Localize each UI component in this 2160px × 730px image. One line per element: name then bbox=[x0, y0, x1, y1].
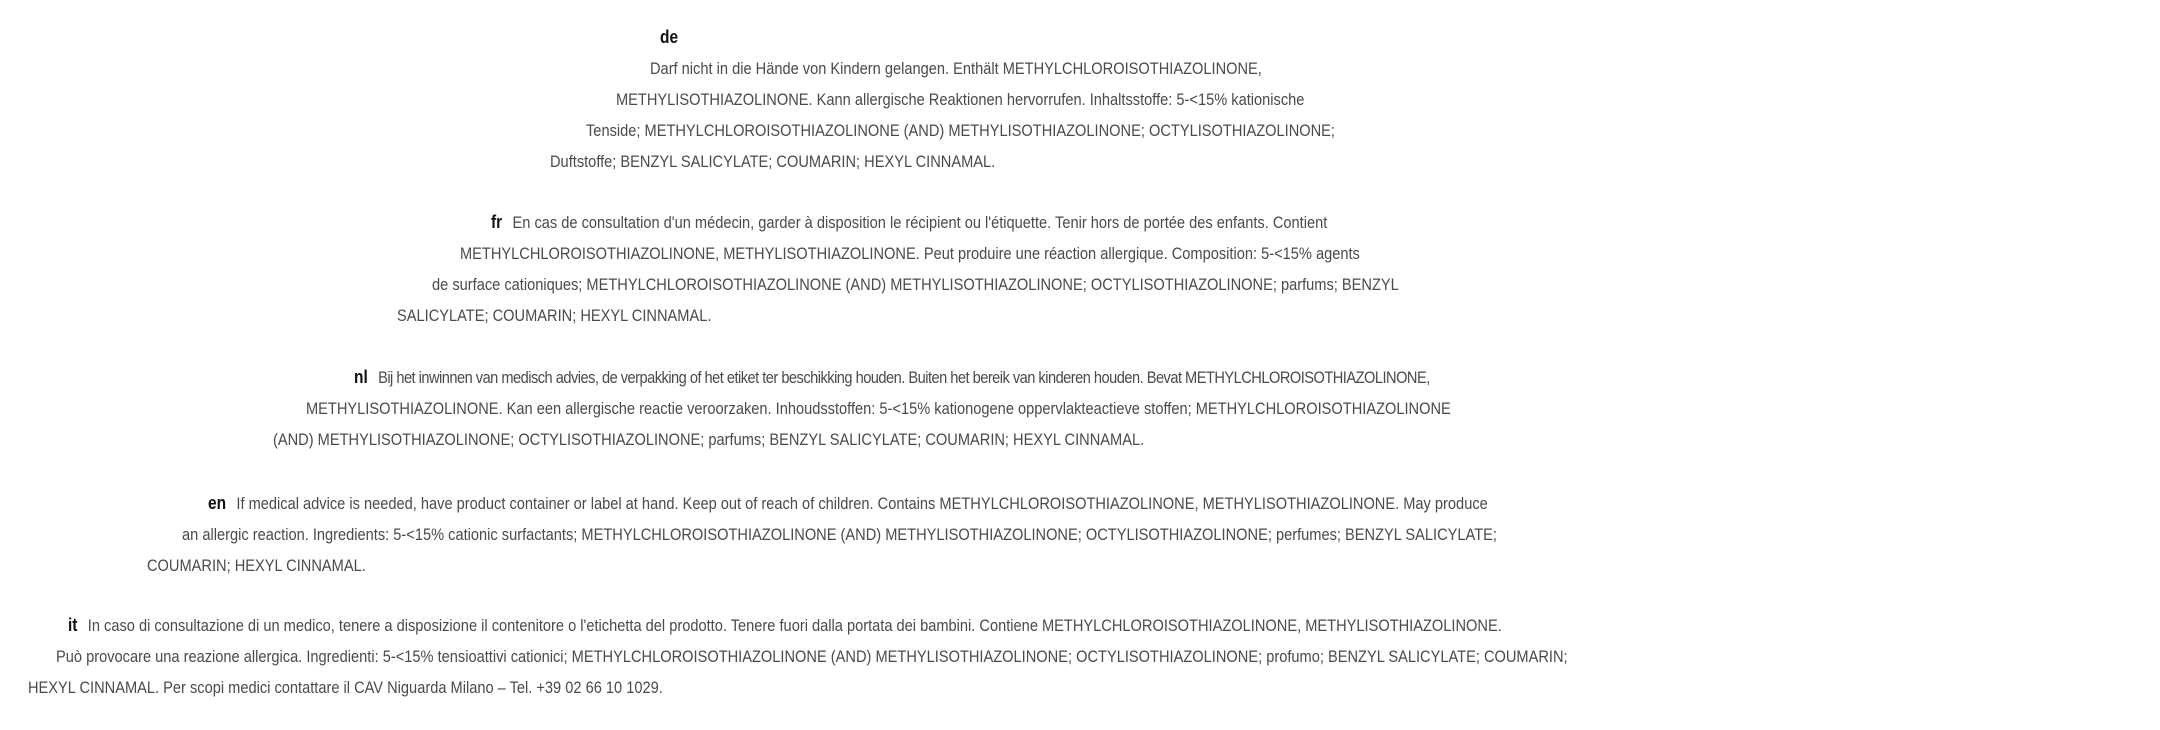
text-line-content: Bij het inwinnen van medisch advies, de verpakking of het etiket ter beschikking houden. Buiten het bereik van kinderen houden. Bevat METHYLCHLOROISOTHIAZOLINONE, bbox=[378, 368, 1430, 387]
text-line-content: In caso di consultazione di un medico, tenere a disposizione il contenitore o l'etichetta del prodotto. Tenere fuori dalla portata dei bambini. Contiene METHYLCHLOROISOTHIAZOLINONE, METHYLISOTHIAZOLINONE. bbox=[87, 616, 1502, 635]
section-en bbox=[0, 488, 1711, 581]
language-code-nl: nl bbox=[354, 367, 368, 387]
text-line: Duftstoffe; BENZYL SALICYLATE; COUMARIN; HEXYL CINNAMAL. bbox=[550, 152, 996, 171]
language-code-fr: fr bbox=[491, 212, 503, 232]
language-code-en: en bbox=[208, 493, 227, 513]
text-line: de surface cationiques; METHYLCHLOROISOTHIAZOLINONE (AND) METHYLISOTHIAZOLINONE; OCTYLISOTHIAZOLINONE; parfums; BENZYL bbox=[432, 275, 1399, 294]
text-line-content: En cas de consultation d'un médecin, garder à disposition le récipient ou l'étiquette. Tenir hors de portée des enfants. Contient bbox=[512, 213, 1328, 232]
text-line bbox=[354, 362, 1458, 393]
text-line bbox=[491, 207, 1407, 238]
text-line: Può provocare una reazione allergica. Ingredienti: 5-<15% tensioattivi cationici; METHYLCHLOROISOTHIAZOLINONE (AND) METHYLISOTHIAZOLINONE; OCTYLISOTHIAZOLINONE; profumo; BENZYL SALICYLATE; COUMARIN; bbox=[56, 647, 1568, 666]
section-it bbox=[0, 610, 1814, 703]
text-line: METHYLISOTHIAZOLINONE. Kann allergische Reaktionen hervorrufen. Inhaltsstoffe: 5-<15% kationische bbox=[616, 90, 1305, 109]
text-line: Darf nicht in die Hände von Kindern gelangen. Enthält METHYLCHLOROISOTHIAZOLINONE, bbox=[650, 59, 1262, 78]
section-de bbox=[0, 22, 1457, 177]
language-code-de: de bbox=[660, 27, 679, 47]
text-line: Tenside; METHYLCHLOROISOTHIAZOLINONE (AND) METHYLISOTHIAZOLINONE; OCTYLISOTHIAZOLINONE; bbox=[586, 121, 1335, 140]
section-fr bbox=[0, 207, 1556, 331]
language-code-it: it bbox=[68, 615, 78, 635]
section-nl bbox=[0, 362, 1637, 455]
text-line-content: If medical advice is needed, have product container or label at hand. Keep out of reach of children. Contains METHYLCHLOROISOTHIAZOLINONE, METHYLISOTHIAZOLINONE. May produce bbox=[236, 494, 1488, 513]
text-line: an allergic reaction. Ingredients: 5-<15% cationic surfactants; METHYLCHLOROISOTHIAZOLINONE (AND) METHYLISOTHIAZOLINONE; OCTYLISOTHIAZOLINONE; perfumes; BENZYL SALICYLATE; bbox=[182, 525, 1497, 544]
text-line bbox=[208, 488, 1501, 519]
text-line: (AND) METHYLISOTHIAZOLINONE; OCTYLISOTHIAZOLINONE; parfums; BENZYL SALICYLATE; COUMARIN; HEXYL CINNAMAL. bbox=[273, 430, 1145, 449]
text-line: COUMARIN; HEXYL CINNAMAL. bbox=[147, 556, 366, 575]
text-line: METHYLCHLOROISOTHIAZOLINONE, METHYLISOTHIAZOLINONE. Peut produire une réaction allergique. Composition: 5-<15% agents bbox=[460, 244, 1360, 263]
text-line: METHYLISOTHIAZOLINONE. Kan een allergische reactie veroorzaken. Inhoudsstoffen: 5-<15% kationogene oppervlakteactieve stoffen; METHYLCHLOROISOTHIAZOLINONE bbox=[306, 399, 1451, 418]
text-line: SALICYLATE; COUMARIN; HEXYL CINNAMAL. bbox=[397, 306, 712, 325]
text-line: HEXYL CINNAMAL. Per scopi medici contattare il CAV Niguarda Milano – Tel. +39 02 66 10 1029. bbox=[28, 678, 663, 697]
text-line bbox=[68, 610, 1569, 641]
